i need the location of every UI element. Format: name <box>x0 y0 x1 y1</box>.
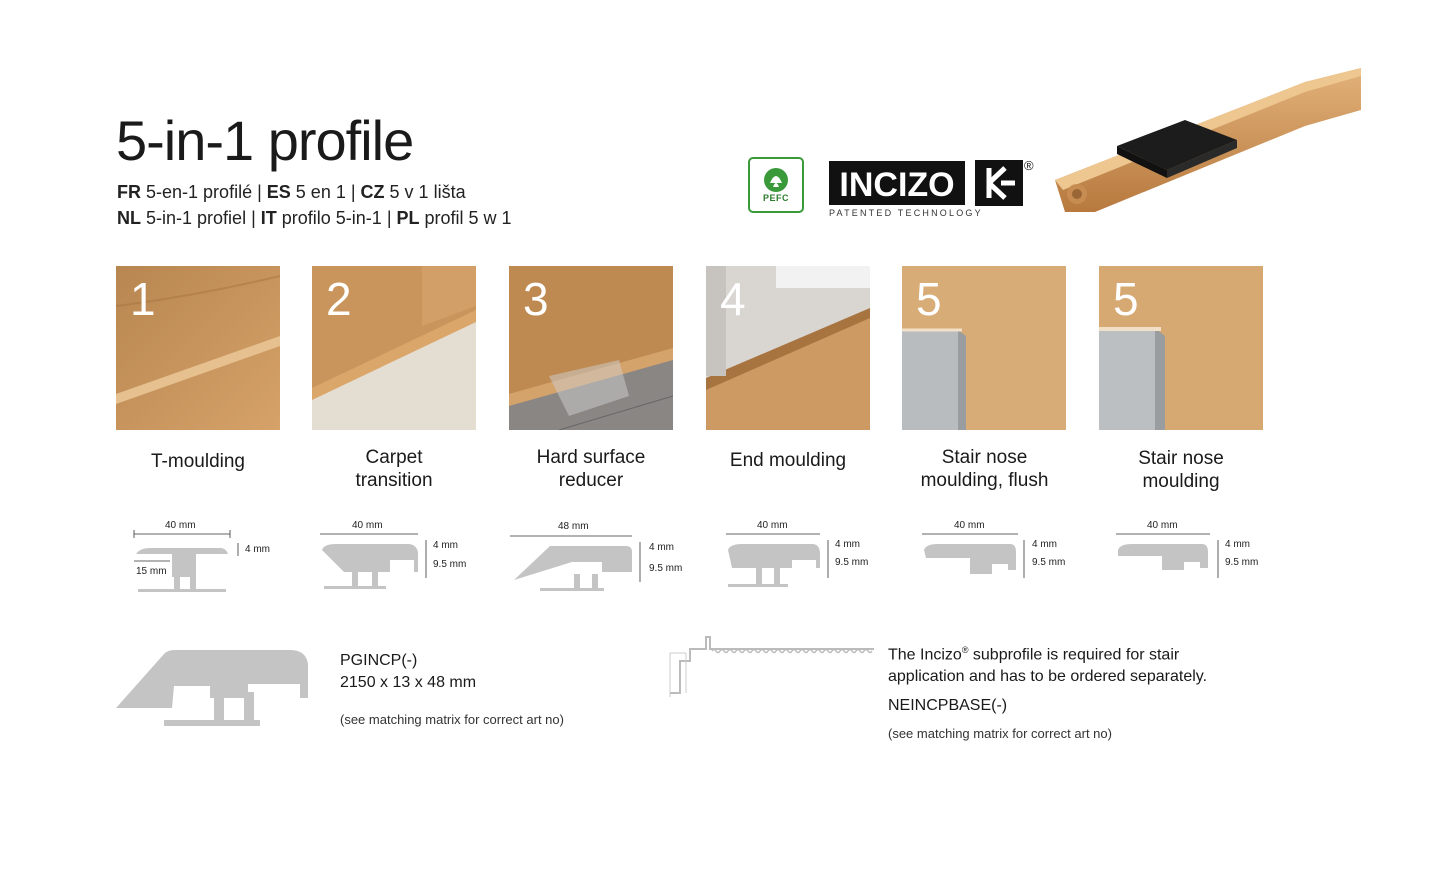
tile-end-moulding <box>706 266 870 430</box>
subprofile-drawing <box>668 633 878 699</box>
incizo-logo: INCIZO <box>829 161 965 205</box>
tile-number: 4 <box>720 273 746 325</box>
dim-thickness: 9.5 mm <box>433 559 467 570</box>
tile-carpet-transition <box>312 266 476 430</box>
dim-height: 4 mm <box>433 540 458 551</box>
patented-technology-label: PATENTED TECHNOLOGY <box>829 208 983 218</box>
dim-height: 4 mm <box>1032 539 1057 550</box>
dim-height: 4 mm <box>649 542 674 553</box>
product-code: PGINCP(-) <box>340 652 418 669</box>
dim-width: 40 mm <box>352 520 383 531</box>
dim-width: 40 mm <box>165 520 196 531</box>
caption-stair-nose-flush: Stair nose moulding, flush <box>920 447 1049 491</box>
diagram-t-moulding <box>126 518 286 598</box>
subprofile-code: NEINCPBASE(-) <box>888 697 1008 714</box>
page-title: 5-in-1 profile <box>116 109 414 172</box>
dim-thickness: 9.5 mm <box>649 563 683 574</box>
dim-width: 40 mm <box>1147 520 1178 531</box>
subprofile-note: (see matching matrix for correct art no) <box>888 726 1112 741</box>
tile-t-moulding <box>116 266 280 430</box>
caption-end-moulding: End moulding <box>729 450 847 471</box>
caption-hard-surface-reducer: Hard surface reducer <box>536 447 646 491</box>
dim-height: 4 mm <box>835 539 860 550</box>
tile-hard-surface-reducer <box>509 266 673 430</box>
registered-mark: ® <box>1024 158 1034 173</box>
dim-offset: 15 mm <box>136 566 167 577</box>
dim-width: 40 mm <box>757 520 788 531</box>
dim-width: 40 mm <box>954 520 985 531</box>
dim-thickness: 9.5 mm <box>1225 557 1259 568</box>
pefc-logo: PEFC <box>748 157 804 213</box>
tile-number: 5 <box>916 273 942 325</box>
profile-product-photo <box>1055 62 1365 220</box>
dim-thickness: 9.5 mm <box>1032 557 1066 568</box>
tile-number: 5 <box>1113 273 1139 325</box>
tile-number: 2 <box>326 273 352 325</box>
incizo-mark-icon <box>975 160 1023 206</box>
product-note: (see matching matrix for correct art no) <box>340 712 564 727</box>
caption-t-moulding: T-moulding <box>151 451 245 472</box>
caption-stair-nose: Stair nose moulding <box>1138 448 1224 492</box>
diagram-hard-surface-reducer <box>506 520 646 600</box>
caption-carpet-transition: Carpet transition <box>355 447 433 491</box>
product-info <box>340 650 476 694</box>
dim-width: 48 mm <box>558 521 589 532</box>
tile-number: 1 <box>130 273 156 325</box>
dim-height: 4 mm <box>245 544 270 555</box>
dim-height: 4 mm <box>1225 539 1250 550</box>
large-profile-drawing <box>114 646 314 730</box>
tile-stair-nose-flush <box>902 266 1066 430</box>
translations-line-1: FR 5-en-1 profilé | ES 5 en 1 | CZ 5 v 1 lišta <box>117 182 466 202</box>
translations-line-2: NL 5-in-1 profiel | IT profilo 5-in-1 | PL profil 5 w 1 <box>117 208 512 228</box>
tile-stair-nose <box>1099 266 1263 430</box>
dim-thickness: 9.5 mm <box>835 557 869 568</box>
subprofile-description: The Incizo® subprofile is required for stair application and has to be ordered separately. <box>888 645 1208 686</box>
product-size: 2150 x 13 x 48 mm <box>340 674 477 691</box>
tile-number: 3 <box>523 273 549 325</box>
